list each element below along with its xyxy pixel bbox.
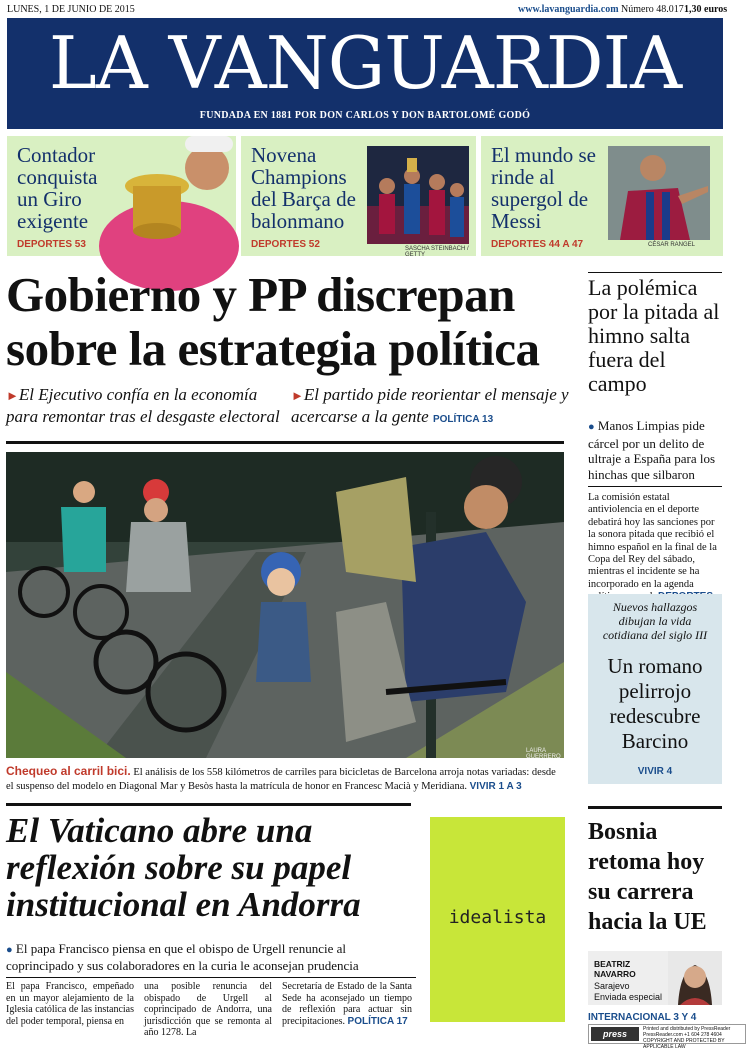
author-place: Sarajevo [594,981,630,991]
divider [6,803,411,806]
cyclists-image [6,452,564,758]
author-box [588,951,722,1005]
promo-headline: Contador conquista un Giro exigente [17,143,98,233]
masthead [7,18,723,129]
vaticano-col-1: El papa Francisco, empeñado en un mayor alejamiento de la Iglesia católica de las instancias del poder temporal, piensa en [6,981,134,1027]
arrow-icon: ► [291,388,304,403]
vaticano-col-3: Secretaría de Estado de la Santa Sede ha aconsejado un tiempo de reflexión para actuar sin precipitaciones. POLÍTICA 17 [282,981,412,1027]
author-role: Enviada especial [594,992,663,1002]
section-link[interactable]: VIVIR 4 [637,766,673,777]
romano-box[interactable] [588,594,722,784]
photo-caption [6,764,564,794]
divider [588,486,722,487]
site-url[interactable]: www.lavanguardia.com [518,4,619,15]
caption-body: El análisis de los 558 kilómetros de carriles para bicicletas de Barcelona arroja notas variadas: desde el suspenso del modelo en Diagonal Mar y Besòs hasta la matrícula de honor en Francesc Macià y Meridiana. [6,767,556,792]
bullet-icon: ● [588,421,595,433]
ad-brand: idealista [448,907,547,928]
author-name: BEATRIZ NAVARRO [594,959,636,979]
photo-credit: LAURA GUERRERO [526,748,561,760]
author-photo [668,951,722,1005]
bike-lane-photo [6,452,564,758]
divider [6,441,564,444]
himno-summary: ● Manos Limpias pide cárcel por un delito de ultraje a España para los hinchas que silbaron [588,418,716,482]
himno-body: La comisión estatal antiviolencia en el deporte debatirá hoy las sanciones por la sonora pitada que recibió el himno español en la final de la Copa del Rey del sábado, mientras el incidente se ha incorporado en la agenda [588,492,722,616]
caption-title: Chequeo al carril bici. [6,764,131,778]
newspaper-title: LA VANGUARDIA [48,21,682,105]
arrow-icon: ► [6,388,19,403]
himno-headline[interactable]: La polémica por la pitada al himno salta fuera del campo [588,275,720,396]
pressreader-info: Printed and distributed by PressReader PressReader.com +1 604 278 4604 COPYRIGHT AND PROTECTED BY APPLICABLE LAW [643,1026,731,1050]
promo-section: DEPORTES 53 [17,239,86,250]
promo-section: DEPORTES 44 A 47 [491,239,584,250]
messi-photo [608,146,710,240]
price: 1,30 euros [684,4,728,15]
divider [6,977,416,978]
site-url-link[interactable] [518,4,619,15]
promo-champions[interactable] [241,136,476,256]
idealista-ad[interactable] [430,817,565,1022]
cyclist-trophy-photo [89,128,236,256]
vaticano-summary: ● El papa Francisco piensa en que el obispo de Urgell renuncie al coprincipado y sus colaboradores en la curia le aconsejan prudencia [6,941,359,973]
promo-headline: Novena Champions del Barça de balonmano [251,143,356,233]
divider [588,272,722,273]
date-line: LUNES, 1 DE JUNIO DE 2015 [7,4,135,15]
section-link[interactable]: POLÍTICA 17 [347,1015,408,1027]
divider [588,806,722,809]
pressreader-badge[interactable] [588,1024,746,1053]
romano-kicker: Nuevos hallazgos dibujan la vida cotidiana del siglo III [602,600,708,642]
main-deck-left: ►El Ejecutivo confía en la economía para remontar tras el desgaste electoral [6,385,280,426]
section-link[interactable]: POLÍTICA 13 [432,414,494,425]
main-deck-right: ►El partido pide reorientar el mensaje y acercarse a la gente POLÍTICA 13 [291,385,569,426]
promo-messi[interactable] [481,136,723,256]
promo-contador[interactable] [7,136,236,256]
photo-credit: CÉSAR RANGEL [648,242,696,248]
bosnia-headline[interactable]: Bosnia retoma hoy su carrera hacia la UE [588,819,707,935]
issue-number: Número 48.017 [621,4,684,15]
founding-line: FUNDADA EN 1881 POR DON CARLOS Y DON BARTOLOMÉ GODÓ [199,110,531,121]
bullet-icon: ● [6,944,13,956]
vaticano-headline[interactable]: El Vaticano abre una reflexión sobre su papel institucional en Andorra [6,811,361,924]
photo-credit: SASCHA STEINBACH / GETTY [405,246,469,258]
team-celebration-photo [367,146,469,244]
promo-section: DEPORTES 52 [251,239,320,250]
section-link[interactable]: INTERNACIONAL 3 Y 4 [588,1012,697,1023]
section-link[interactable]: VIVIR 1 A 3 [469,781,522,792]
pressreader-logo: press reader [591,1027,639,1041]
vaticano-col-2: una posible renuncia del obispado de Urgell al coprincipado de Andorra, una jurisdicción que se remonta al año 1278. La [144,981,272,1039]
main-headline[interactable]: Gobierno y PP discrepan sobre la estrategia política [6,267,540,376]
promo-headline: El mundo se rinde al supergol de Messi [491,143,596,233]
romano-headline: Un romano pelirrojo redescubre Barcino [607,654,703,753]
